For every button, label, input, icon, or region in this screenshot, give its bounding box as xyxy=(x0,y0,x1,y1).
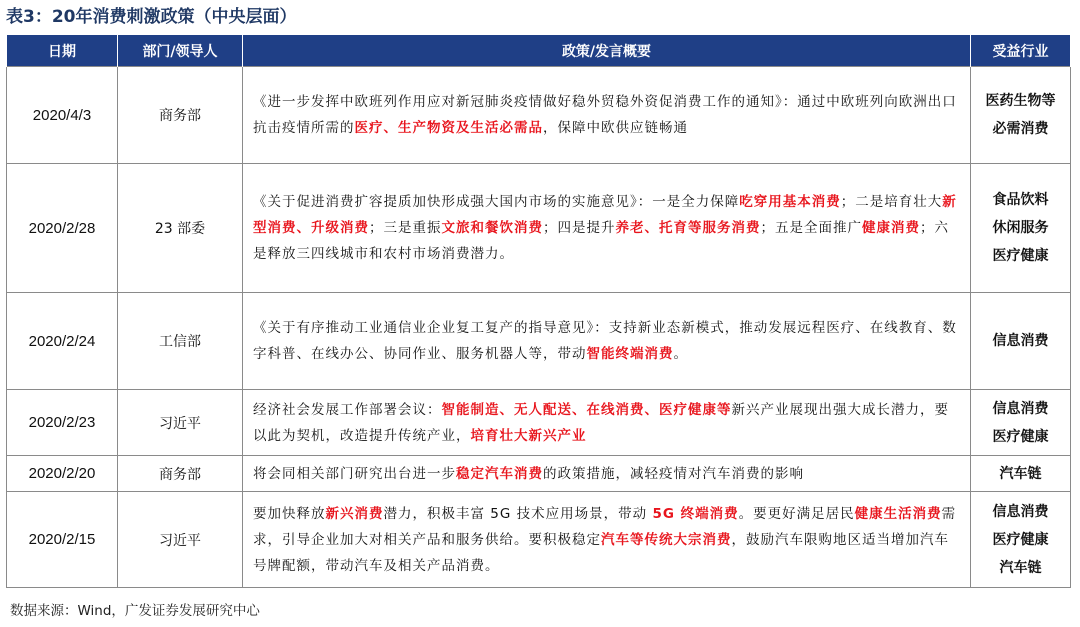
policy-text: 。要更好满足居民 xyxy=(738,505,855,522)
cell-date: 2020/2/20 xyxy=(7,456,118,492)
cell-industry xyxy=(971,164,1071,293)
cell-date: 2020/2/23 xyxy=(7,390,118,456)
policy-highlight: 文旅和餐饮消费 xyxy=(441,220,543,236)
policy-highlight: 稳定汽车消费 xyxy=(456,465,543,482)
industry-item: 必需消费 xyxy=(992,121,1049,137)
cell-policy xyxy=(243,492,971,588)
table-row xyxy=(7,492,1071,588)
header-industry: 受益行业 xyxy=(971,35,1071,67)
policy-highlight: 医疗、生产物资及生活必需品 xyxy=(354,120,543,136)
industry-item: 医疗健康 xyxy=(992,531,1049,548)
cell-industry xyxy=(971,390,1071,456)
policy-text: 要加快释放 xyxy=(253,505,326,522)
policy-highlight: 健康生活消费 xyxy=(854,505,942,522)
industry-item: 医疗健康 xyxy=(992,248,1049,264)
cell-dept: 工信部 xyxy=(118,293,243,390)
industry-item: 医疗健康 xyxy=(992,428,1049,445)
policy-text: 新兴产业展现出强大成长潜力，要以此为契机，改造提升传统产业， xyxy=(253,401,949,444)
policy-text: ；六是释放三四线城市和农村市场消费潜力。 xyxy=(253,220,949,262)
industry-item: 汽车链 xyxy=(999,559,1042,576)
table-row xyxy=(7,293,1071,390)
table-row xyxy=(7,67,1071,164)
table-header-row xyxy=(7,35,1071,67)
cell-industry xyxy=(971,293,1071,390)
policy-highlight: 健康消费 xyxy=(862,220,920,236)
cell-policy xyxy=(243,67,971,164)
policy-highlight: 智能制造、无人配送、在线消费、医疗健康等 xyxy=(441,401,732,418)
header-dept: 部门/领导人 xyxy=(118,35,243,67)
cell-policy xyxy=(243,456,971,492)
cell-industry xyxy=(971,492,1071,588)
industry-item: 汽车链 xyxy=(999,465,1042,482)
cell-industry xyxy=(971,67,1071,164)
table-row xyxy=(7,456,1071,492)
policy-text: ；二是培育壮大 xyxy=(840,194,943,210)
policy-highlight: 培育壮大新兴产业 xyxy=(470,427,587,444)
industry-item: 医药生物等 xyxy=(985,93,1056,109)
policy-text: 经济社会发展工作部署会议： xyxy=(253,401,442,418)
policy-text: 将会同相关部门研究出台进一步 xyxy=(253,465,456,482)
cell-dept: 23 部委 xyxy=(118,164,243,293)
cell-date: 2020/4/3 xyxy=(7,67,118,164)
cell-policy xyxy=(243,164,971,293)
header-date: 日期 xyxy=(7,35,118,67)
policy-text: 的政策措施，减轻疫情对汽车消费的影响 xyxy=(543,465,804,482)
policy-highlight: 智能终端消费 xyxy=(586,346,674,362)
header-policy: 政策/发言概要 xyxy=(243,35,971,67)
cell-date: 2020/2/15 xyxy=(7,492,118,588)
policy-text: ；三是重振 xyxy=(369,220,442,236)
policy-text: 需求，引导企业加大对相关产品和服务供给。要积极稳定 xyxy=(253,505,957,548)
industry-item: 食品饮料 xyxy=(992,192,1049,208)
cell-dept: 商务部 xyxy=(118,67,243,164)
policy-text: 《关于有序推动工业通信业企业复工复产的指导意见》：支持新业态新模式，推动发展远程医疗、在线教育、数字科普、在线办公、协同作业、服务机器人等，带动 xyxy=(253,320,957,362)
industry-item: 信息消费 xyxy=(992,503,1049,520)
policy-highlight: 汽车等传统大宗消费 xyxy=(601,531,732,548)
industry-item: 休闲服务 xyxy=(992,220,1049,236)
cell-policy xyxy=(243,390,971,456)
table-row xyxy=(7,390,1071,456)
policy-text: 。 xyxy=(673,346,688,362)
policy-text: 潜力，积极丰富 5G 技术应用场景，带动 xyxy=(383,505,653,522)
table-row xyxy=(7,164,1071,293)
industry-item: 信息消费 xyxy=(992,400,1049,417)
policy-text: 《进一步发挥中欧班列作用应对新冠肺炎疫情做好稳外贸稳外资促消费工作的通知》：通过中欧班列向欧洲出口抗击疫情所需的 xyxy=(253,94,957,136)
data-source-note: 数据来源：Wind，广发证券发展研究中心 xyxy=(10,603,260,619)
policy-text: 《关于促进消费扩容提质加快形成强大国内市场的实施意见》：一是全力保障 xyxy=(253,194,740,210)
industry-item: 信息消费 xyxy=(992,333,1049,349)
policy-highlight: 养老、托育等服务消费 xyxy=(615,220,761,236)
table-body xyxy=(7,67,1071,588)
cell-dept: 习近平 xyxy=(118,390,243,456)
policy-text: ，保障中欧供应链畅通 xyxy=(543,120,688,136)
policy-highlight: 5G 终端消费 xyxy=(652,505,739,522)
policy-highlight: 吃穿用基本消费 xyxy=(739,194,841,210)
cell-date: 2020/2/24 xyxy=(7,293,118,390)
table-title: 表3：20年消费刺激政策（中央层面） xyxy=(6,7,297,27)
policy-highlight: 新兴消费 xyxy=(325,505,384,522)
cell-policy xyxy=(243,293,971,390)
policy-highlight: 新型消费、升级消费 xyxy=(253,194,957,236)
policy-table xyxy=(6,35,1071,588)
cell-dept: 商务部 xyxy=(118,456,243,492)
policy-text: ；五是全面推广 xyxy=(760,220,862,236)
policy-text: ，鼓励汽车限购地区适当增加汽车号牌配额，带动汽车及相关产品消费。 xyxy=(253,531,949,574)
policy-text: ；四是提升 xyxy=(543,220,616,236)
cell-industry xyxy=(971,456,1071,492)
cell-dept: 习近平 xyxy=(118,492,243,588)
cell-date: 2020/2/28 xyxy=(7,164,118,293)
